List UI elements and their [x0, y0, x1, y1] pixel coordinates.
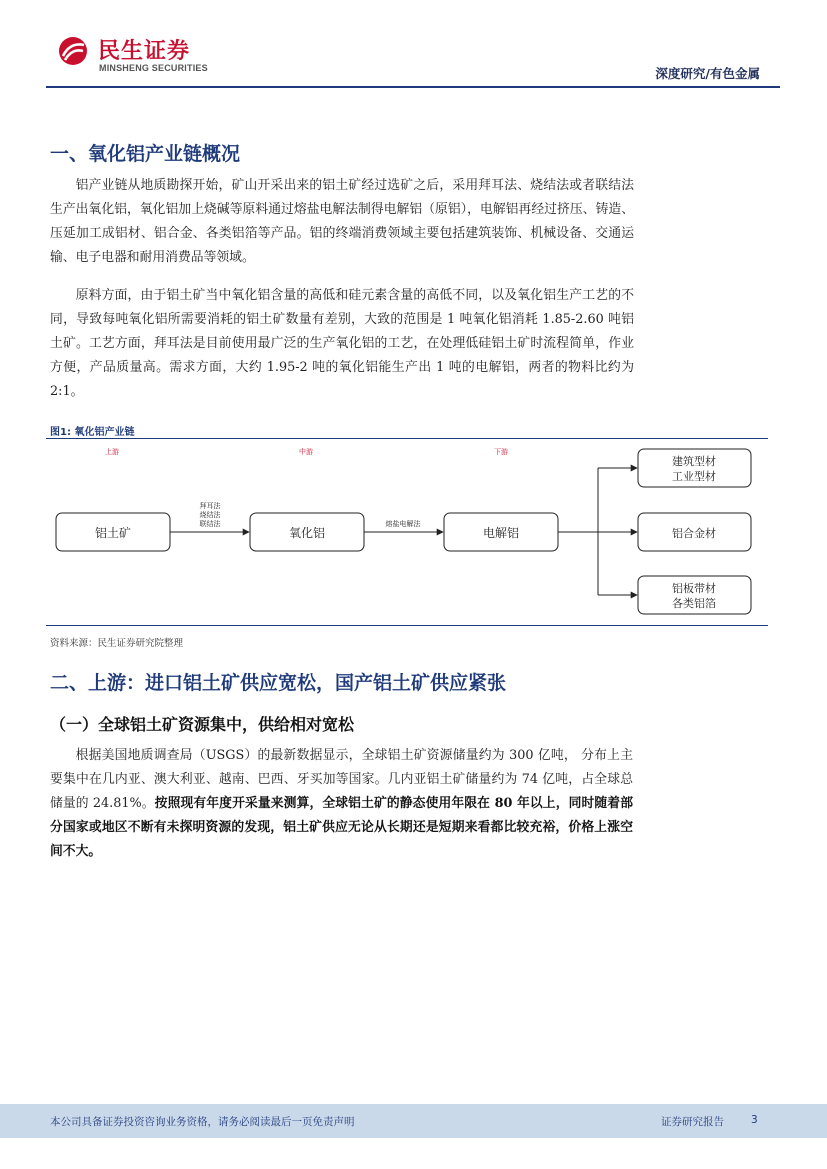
page-footer [0, 1104, 827, 1138]
section-2-paragraph [50, 744, 633, 864]
figure-bottom-rule [46, 625, 768, 626]
output-industrial-profile-label: 工业型材 [672, 470, 716, 483]
industry-chain-diagram [46, 440, 768, 624]
stage-midstream-label: 中游 [299, 448, 313, 456]
report-category: 深度研究/有色金属 [655, 66, 760, 81]
section-1-title: 一、氧化铝产业链概况 [50, 143, 241, 165]
stage-upstream-label: 上游 [105, 448, 119, 456]
figure-title: 图1: 氧化铝产业链 [50, 427, 135, 438]
paragraph-text: 根据美国地质调查局（USGS）的最新数据显示，全球铝土矿资源储量约为 300 亿吨， 分布上主要集中在几内亚、澳大利亚、越南、巴西、牙买加等国家。几内亚铝土矿储量约为 74 亿吨，占全球总储量的 24.81%。 [50, 748, 633, 811]
section-2-title: 二、上游：进口铝土矿供应宽松，国产铝土矿供应紧张 [50, 672, 507, 694]
output-sheet-strip-label: 铝板带材 [672, 582, 716, 595]
section-1-paragraph-2 [50, 284, 634, 404]
figure-top-rule [46, 438, 768, 439]
process-sintering-label: 烧结法 [199, 511, 221, 519]
page-header [0, 0, 827, 90]
process-electrolysis-label: 熔盐电解法 [385, 520, 421, 528]
stage-downstream-label: 下游 [494, 448, 508, 456]
node-bauxite-label: 铝土矿 [94, 526, 132, 540]
output-building-profile-label: 建筑型材 [672, 455, 716, 468]
process-bayer-label: 拜耳法 [199, 502, 221, 510]
node-alumina-label: 氧化铝 [288, 526, 326, 540]
figure-source: 资料来源：民生证券研究院整理 [50, 638, 184, 649]
header-divider [46, 86, 780, 88]
minsheng-logo-icon [58, 36, 88, 66]
footer-disclaimer: 本公司具备证券投资咨询业务资格，请务必阅读最后一页免责声明 [50, 1116, 355, 1128]
logo-text-cn: 民生证券 [98, 39, 191, 64]
section-1-paragraph-1 [50, 174, 634, 270]
paragraph-text: 铝产业链从地质勘探开始，矿山开采出来的铝土矿经过选矿之后，采用拜耳法、烧结法或者联结法生产出氧化铝，氧化铝加上烧碱等原料通过熔盐电解法制得电解铝（原铝），电解铝再经过挤压、铸造、压延加工成铝材、铝合金、各类铝箔等产品。铝的终端消费领域主要包括建筑装饰、机械设备、交通运输、电子电器和耐用消费品等领域。 [50, 178, 634, 265]
process-combined-label: 联结法 [199, 520, 221, 528]
paragraph-text: 原料方面，由于铝土矿当中氧化铝含量的高低和硅元素含量的高低不同，以及氧化铝生产工艺的不同，导致每吨氧化铝所需要消耗的铝土矿数量有差别，大致的范围是 1 吨氧化铝消耗 1.85-2.60 吨铝土矿。工艺方面，拜耳法是目前使用最广泛的生产氧化铝的工艺，在处理低硅铝土矿时流程简单，作业方便，产品质量高。需求方面，大约 1.95-2 吨的氧化铝能生产出 1 吨的电解铝，两者的物料比约为 2:1。 [50, 288, 634, 399]
output-alloy-label: 铝合金材 [672, 527, 716, 540]
paragraph-bold-text: 按照现有年度开采量来测算，全球铝土矿的静态使用年限在 80 年以上，同时随着部分国家或地区不断有未探明资源的发现，铝土矿供应无论从长期还是短期来看都比较充裕，价格上涨空间不大。 [50, 796, 633, 859]
page-number: 3 [751, 1114, 758, 1126]
logo-text-en: MINSHENG SECURITIES [99, 63, 208, 73]
footer-report-type: 证券研究报告 [661, 1116, 724, 1128]
output-foil-label: 各类铝箔 [672, 597, 716, 610]
section-2-subtitle: （一）全球铝土矿资源集中，供给相对宽松 [50, 715, 355, 734]
node-electrolytic-label: 电解铝 [482, 526, 520, 540]
